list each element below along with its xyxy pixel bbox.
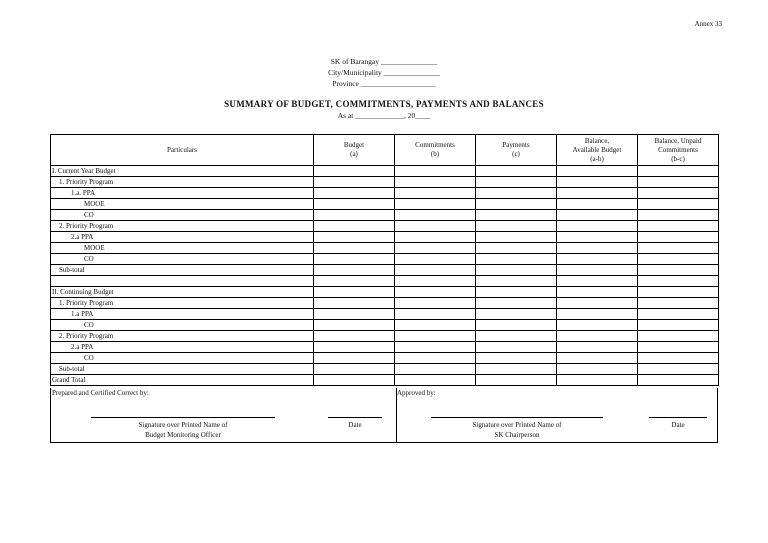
table-row	[51, 353, 719, 364]
row-particular: Grand Total	[51, 375, 314, 386]
table-cell	[314, 188, 395, 199]
table-cell	[314, 166, 395, 177]
table-cell	[476, 298, 557, 309]
row-particular: 2.a PPA	[51, 232, 314, 243]
table-cell	[395, 276, 476, 287]
table-cell	[557, 287, 638, 298]
table-row	[51, 210, 719, 221]
table-cell	[314, 353, 395, 364]
table-cell	[638, 166, 719, 177]
table-cell	[638, 287, 719, 298]
table-cell	[557, 210, 638, 221]
table-cell	[638, 243, 719, 254]
table-cell	[638, 320, 719, 331]
table-cell	[557, 243, 638, 254]
province-line: Province ____________________	[332, 79, 436, 88]
table-cell	[314, 199, 395, 210]
table-cell	[395, 265, 476, 276]
row-particular: 1.a PPA	[51, 309, 314, 320]
table-row	[51, 298, 719, 309]
table-cell	[395, 342, 476, 353]
prepared-date-line	[328, 417, 382, 418]
table-cell	[638, 177, 719, 188]
row-particular: 2. Priority Program	[51, 331, 314, 342]
table-cell	[557, 364, 638, 375]
row-particular: MOOE	[51, 199, 314, 210]
table-cell	[395, 177, 476, 188]
table-cell	[557, 298, 638, 309]
row-particular: MOOE	[51, 243, 314, 254]
table-row	[51, 265, 719, 276]
approved-signature-line	[431, 417, 603, 418]
table-cell	[638, 210, 719, 221]
table-row	[51, 276, 719, 287]
table-cell	[638, 309, 719, 320]
table-cell	[476, 199, 557, 210]
table-cell	[314, 210, 395, 221]
table-cell	[314, 221, 395, 232]
table-cell	[395, 221, 476, 232]
row-particular: Sub-total	[51, 265, 314, 276]
table-cell	[557, 199, 638, 210]
table-cell	[395, 353, 476, 364]
table-cell	[557, 221, 638, 232]
table-cell	[395, 331, 476, 342]
table-cell	[395, 298, 476, 309]
table-cell	[314, 254, 395, 265]
table-cell	[395, 166, 476, 177]
col-balance-available: Balance, Available Budget (a-b)	[557, 135, 638, 166]
table-cell	[638, 188, 719, 199]
table-cell	[557, 254, 638, 265]
table-cell	[557, 309, 638, 320]
table-cell	[476, 320, 557, 331]
row-particular: 1. Priority Program	[51, 298, 314, 309]
table-cell	[476, 188, 557, 199]
table-cell	[557, 342, 638, 353]
table-cell	[557, 166, 638, 177]
table-cell	[476, 353, 557, 364]
table-cell	[638, 254, 719, 265]
table-row	[51, 243, 719, 254]
table-cell	[395, 364, 476, 375]
table-cell	[314, 364, 395, 375]
prepared-date-label: Date	[348, 421, 362, 429]
table-cell	[638, 199, 719, 210]
table-row	[51, 375, 719, 386]
table-row	[51, 309, 719, 320]
table-row	[51, 331, 719, 342]
table-cell	[314, 309, 395, 320]
table-cell	[638, 221, 719, 232]
table-cell	[557, 265, 638, 276]
table-cell	[476, 232, 557, 243]
approved-caption: Signature over Printed Name of SK Chairperson	[472, 421, 562, 439]
table-cell	[476, 221, 557, 232]
table-cell	[395, 375, 476, 386]
table-cell	[557, 188, 638, 199]
sk-barangay-line: SK of Barangay _______________	[330, 57, 438, 66]
table-cell	[395, 232, 476, 243]
row-particular: 1.a. PPA	[51, 188, 314, 199]
summary-table	[50, 134, 719, 386]
approved-date-line	[649, 417, 707, 418]
table-cell	[638, 375, 719, 386]
row-particular: 2. Priority Program	[51, 221, 314, 232]
prepared-label: Prepared and Certified Correct by:	[52, 389, 149, 397]
table-row	[51, 320, 719, 331]
table-cell	[395, 188, 476, 199]
col-budget: Budget (a)	[314, 135, 395, 166]
table-cell	[476, 210, 557, 221]
approved-date-label: Date	[671, 421, 685, 429]
table-cell	[395, 320, 476, 331]
table-cell	[476, 342, 557, 353]
table-cell	[557, 232, 638, 243]
col-commitments: Commitments (b)	[395, 135, 476, 166]
table-cell	[314, 298, 395, 309]
table-cell	[476, 331, 557, 342]
table-cell	[557, 331, 638, 342]
table-cell	[557, 177, 638, 188]
row-particular: CO	[51, 320, 314, 331]
table-cell	[395, 243, 476, 254]
table-cell	[476, 375, 557, 386]
row-particular: Sub-total	[51, 364, 314, 375]
table-cell	[395, 199, 476, 210]
approved-section	[396, 388, 719, 443]
table-row	[51, 254, 719, 265]
table-cell	[476, 254, 557, 265]
row-particular: CO	[51, 210, 314, 221]
table-cell	[314, 243, 395, 254]
table-body	[51, 166, 719, 386]
col-balance-unpaid: Balance, Unpaid Commitments (b-c)	[638, 135, 719, 166]
table-row	[51, 166, 719, 177]
table-row	[51, 342, 719, 353]
row-particular	[51, 276, 314, 287]
table-cell	[314, 265, 395, 276]
table-row	[51, 177, 719, 188]
row-particular: II. Continuing Budget	[51, 287, 314, 298]
table-cell	[395, 210, 476, 221]
table-cell	[314, 177, 395, 188]
row-particular: CO	[51, 254, 314, 265]
table-row	[51, 199, 719, 210]
table-row	[51, 364, 719, 375]
header-row	[51, 135, 719, 166]
annex-number: Annex 33	[694, 20, 722, 28]
table-cell	[638, 342, 719, 353]
approved-label: Approved by:	[397, 389, 436, 397]
prepared-caption: Signature over Printed Name of Budget Monitoring Officer	[138, 421, 228, 439]
table-cell	[557, 375, 638, 386]
table-cell	[395, 254, 476, 265]
table-cell	[314, 331, 395, 342]
table-cell	[314, 232, 395, 243]
table-cell	[476, 166, 557, 177]
row-particular: CO	[51, 353, 314, 364]
as-at-line: As at _____________, 20____	[337, 111, 431, 120]
table-cell	[557, 276, 638, 287]
table-row	[51, 221, 719, 232]
table-cell	[314, 375, 395, 386]
table-cell	[476, 243, 557, 254]
prepared-signature-line	[91, 417, 275, 418]
row-particular: 1. Priority Program	[51, 177, 314, 188]
page-title: SUMMARY OF BUDGET, COMMITMENTS, PAYMENTS AND BALANCES	[224, 99, 544, 109]
table-cell	[314, 320, 395, 331]
table-row	[51, 232, 719, 243]
table-cell	[638, 276, 719, 287]
table-cell	[314, 287, 395, 298]
row-particular: 2.a PPA	[51, 342, 314, 353]
table-cell	[638, 298, 719, 309]
table-cell	[638, 353, 719, 364]
table-cell	[638, 331, 719, 342]
document-header	[0, 56, 768, 89]
table-cell	[476, 276, 557, 287]
row-particular: I. Current Year Budget	[51, 166, 314, 177]
table-cell	[557, 320, 638, 331]
table-cell	[638, 265, 719, 276]
table-cell	[395, 287, 476, 298]
table-cell	[476, 287, 557, 298]
col-particulars: Particulars	[51, 135, 314, 166]
table-cell	[476, 177, 557, 188]
table-cell	[395, 309, 476, 320]
table-cell	[314, 342, 395, 353]
table-row	[51, 188, 719, 199]
table-row	[51, 287, 719, 298]
table-cell	[476, 265, 557, 276]
table-cell	[557, 353, 638, 364]
prepared-section	[51, 388, 397, 443]
table-cell	[476, 364, 557, 375]
table-cell	[314, 276, 395, 287]
col-payments: Payments (c)	[476, 135, 557, 166]
city-line: City/Municipality _______________	[328, 68, 440, 77]
table-cell	[638, 364, 719, 375]
table-cell	[638, 232, 719, 243]
table-cell	[476, 309, 557, 320]
signature-block	[50, 388, 718, 443]
